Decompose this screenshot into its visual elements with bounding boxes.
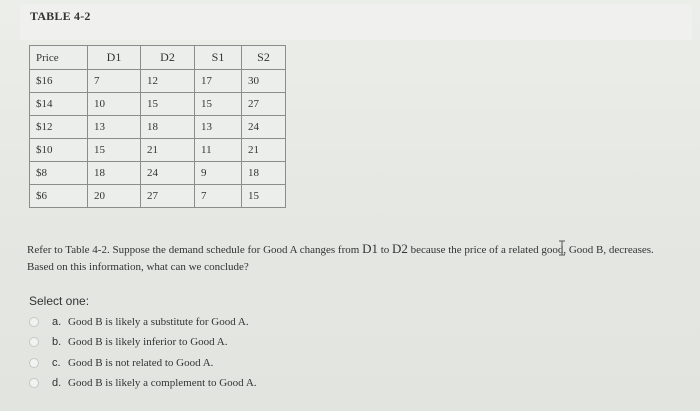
s1-cell: 13: [195, 116, 242, 139]
d1-cell: 18: [88, 162, 141, 185]
radio-button-c[interactable]: [29, 358, 39, 368]
s2-cell: 24: [242, 116, 286, 139]
s1-cell: 11: [195, 139, 242, 162]
price-cell: $8: [30, 162, 88, 185]
option-d[interactable]: [29, 374, 257, 392]
s1-cell: 9: [195, 162, 242, 185]
d2-cell: 18: [141, 116, 195, 139]
table-title-strip: [20, 4, 692, 40]
select-one-label: Select one:: [29, 294, 90, 308]
table-header-row: [30, 46, 286, 70]
option-text: Good B is likely inferior to Good A.: [68, 336, 228, 348]
question-line-1-to: to: [377, 244, 393, 256]
demand-label-d1: D1: [362, 241, 378, 256]
table-row: [30, 185, 286, 208]
option-letter: b.: [52, 336, 62, 348]
option-c[interactable]: [29, 354, 213, 372]
d1-cell: 7: [88, 70, 141, 93]
table-row: [30, 116, 286, 139]
option-letter: c.: [52, 357, 61, 369]
d2-cell: 12: [141, 70, 195, 93]
s2-cell: 30: [242, 70, 286, 93]
option-text: Good B is likely a substitute for Good A.: [68, 316, 249, 328]
radio-button-d[interactable]: [29, 378, 39, 388]
price-cell: $10: [30, 139, 88, 162]
column-header-s2: S2: [242, 46, 286, 70]
column-header-price: Price: [30, 46, 88, 70]
d2-cell: 15: [141, 93, 195, 116]
table-row: [30, 162, 286, 185]
d1-cell: 15: [88, 139, 141, 162]
option-text: Good B is likely a complement to Good A.: [68, 377, 257, 389]
s2-cell: 27: [242, 93, 286, 116]
s1-cell: 7: [195, 185, 242, 208]
d1-cell: 20: [88, 185, 141, 208]
d2-cell: 27: [141, 185, 195, 208]
s2-cell: 15: [242, 185, 286, 208]
option-b[interactable]: [29, 333, 228, 351]
price-cell: $12: [30, 116, 88, 139]
question-line-1-end: because the price of a related good, Good B, decreases.: [407, 244, 654, 256]
radio-button-b[interactable]: [29, 337, 39, 347]
table-row: [30, 70, 286, 93]
column-header-s1: S1: [195, 46, 242, 70]
option-a[interactable]: [29, 313, 249, 331]
column-header-d1: D1: [88, 46, 141, 70]
question-text: [27, 240, 687, 276]
radio-button-a[interactable]: [29, 317, 39, 327]
table-row: [30, 139, 286, 162]
demand-label-d2: D2: [392, 241, 408, 256]
price-cell: $16: [30, 70, 88, 93]
table-row: [30, 93, 286, 116]
question-line-1: [27, 240, 687, 259]
s2-cell: 21: [242, 139, 286, 162]
demand-supply-table: [29, 45, 286, 208]
question-line-2: Based on this information, what can we conclude?: [27, 261, 249, 273]
text-cursor-icon: [558, 240, 566, 256]
table-title: TABLE 4-2: [30, 9, 91, 23]
d2-cell: 24: [141, 162, 195, 185]
price-cell: $6: [30, 185, 88, 208]
column-header-d2: D2: [141, 46, 195, 70]
s1-cell: 15: [195, 93, 242, 116]
option-letter: a.: [52, 316, 62, 328]
s1-cell: 17: [195, 70, 242, 93]
option-letter: d.: [52, 377, 62, 389]
question-line-1-start: Refer to Table 4-2. Suppose the demand schedule for Good A changes from: [27, 244, 363, 256]
d1-cell: 13: [88, 116, 141, 139]
price-cell: $14: [30, 93, 88, 116]
d2-cell: 21: [141, 139, 195, 162]
s2-cell: 18: [242, 162, 286, 185]
d1-cell: 10: [88, 93, 141, 116]
option-text: Good B is not related to Good A.: [68, 357, 214, 369]
